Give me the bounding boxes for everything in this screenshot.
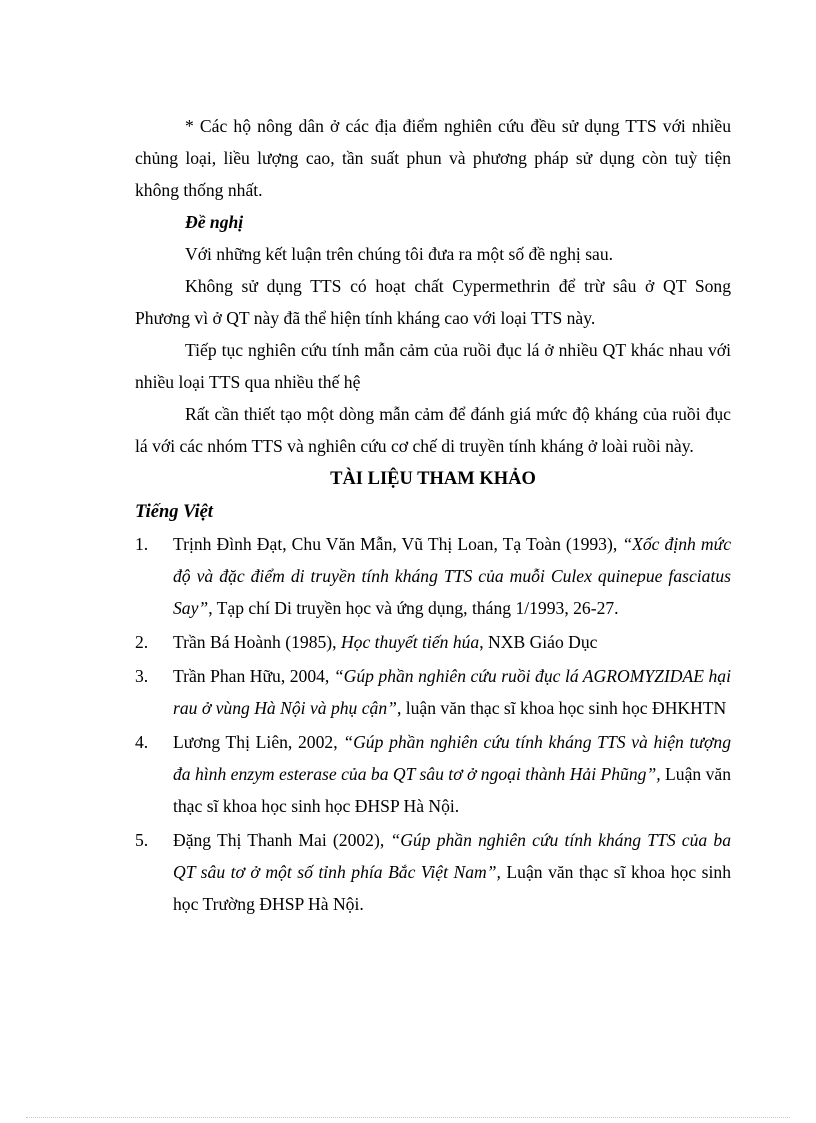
conclusion-paragraph: * Các hộ nông dân ở các địa điểm nghiên cứu đều sử dụng TTS với nhiều chủng loại, liều lượng cao, tần suất phun và phương pháp sử dụng còn tuỳ tiện không thống nhất.	[135, 116, 731, 200]
reference-title: “Gúp phần nghiên cứu tính kháng TTS và hiện tượng đa hình enzym esterase của ba QT sâu tơ ở ngoại thành Hải Phũng”,	[173, 732, 731, 784]
reference-authors: Đặng Thị Thanh Mai (2002),	[173, 830, 391, 850]
reference-details: , Tạp chí Di truyền học và ứng dụng, tháng 1/1993, 26-27.	[208, 598, 619, 618]
reference-authors: Trần Bá Hoành (1985),	[173, 632, 341, 652]
recommendation-paragraph: Với những kết luận trên chúng tôi đưa ra một số đề nghị sau.	[185, 244, 614, 264]
recommendation-paragraph: Không sử dụng TTS có hoạt chất Cypermethrin để trừ sâu ở QT Song Phương vì ở QT này đã thể hiện tính kháng cao với loại TTS này.	[135, 276, 731, 328]
reference-details: Luận văn thạc sĩ khoa học sinh học ĐHSP Hà Nội.	[173, 764, 731, 816]
reference-number: 3.	[135, 666, 149, 686]
reference-details: , luận văn thạc sĩ khoa học sinh học ĐHKHTN	[396, 698, 727, 718]
reference-title: “Xốc định mức độ và đặc điểm di truyền tính kháng TTS của muỗi Culex quinepue fasciatus Say”	[173, 534, 732, 618]
reference-item	[135, 528, 731, 624]
references-heading: TÀI LIỆU THAM KHẢO	[330, 469, 536, 489]
reference-details: Luận văn thạc sĩ khoa học sinh học Trường ĐHSP Hà Nội.	[173, 862, 731, 914]
reference-number: 1.	[135, 534, 149, 554]
reference-title: “Gúp phần nghiên cứu ruồi đục lá AGROMYZIDAE hại rau ở vùng Hà Nội và phụ cận”	[173, 666, 731, 718]
reference-title: Học thuyết tiến húa	[340, 632, 480, 652]
reference-item	[135, 824, 731, 920]
recommendation-heading: Đề nghị	[185, 212, 244, 232]
reference-authors: Trịnh Đình Đạt, Chu Văn Mẫn, Vũ Thị Loan, Tạ Toàn (1993),	[173, 534, 623, 554]
reference-authors: Trần Phan Hữu, 2004,	[173, 666, 334, 686]
recommendation-paragraph: Tiếp tục nghiên cứu tính mẫn cảm của ruồi đục lá ở nhiều QT khác nhau với nhiều loại TTS qua nhiều thế hệ	[135, 340, 731, 392]
reference-title: “Gúp phần nghiên cứu tính kháng TTS của ba QT sâu tơ ở một số tỉnh phía Bắc Việt Nam”,	[173, 830, 731, 882]
reference-authors: Lương Thị Liên, 2002,	[173, 732, 344, 752]
reference-item	[135, 726, 731, 822]
reference-number: 4.	[135, 732, 149, 752]
reference-details: , NXB Giáo Dục	[479, 632, 598, 652]
recommendation-paragraph: Rất cần thiết tạo một dòng mẫn cảm để đánh giá mức độ kháng của ruồi đục lá với các nhóm TTS và nghiên cứu cơ chế di truyền tính kháng ở loài ruồi này.	[135, 404, 731, 456]
reference-number: 5.	[135, 830, 149, 850]
document-page	[135, 110, 731, 920]
references-subheading: Tiếng Việt	[135, 502, 213, 522]
reference-number: 2.	[135, 632, 149, 652]
page-bottom-divider	[26, 1117, 790, 1118]
reference-list	[135, 528, 731, 920]
reference-item	[135, 660, 731, 724]
reference-item	[135, 626, 731, 658]
